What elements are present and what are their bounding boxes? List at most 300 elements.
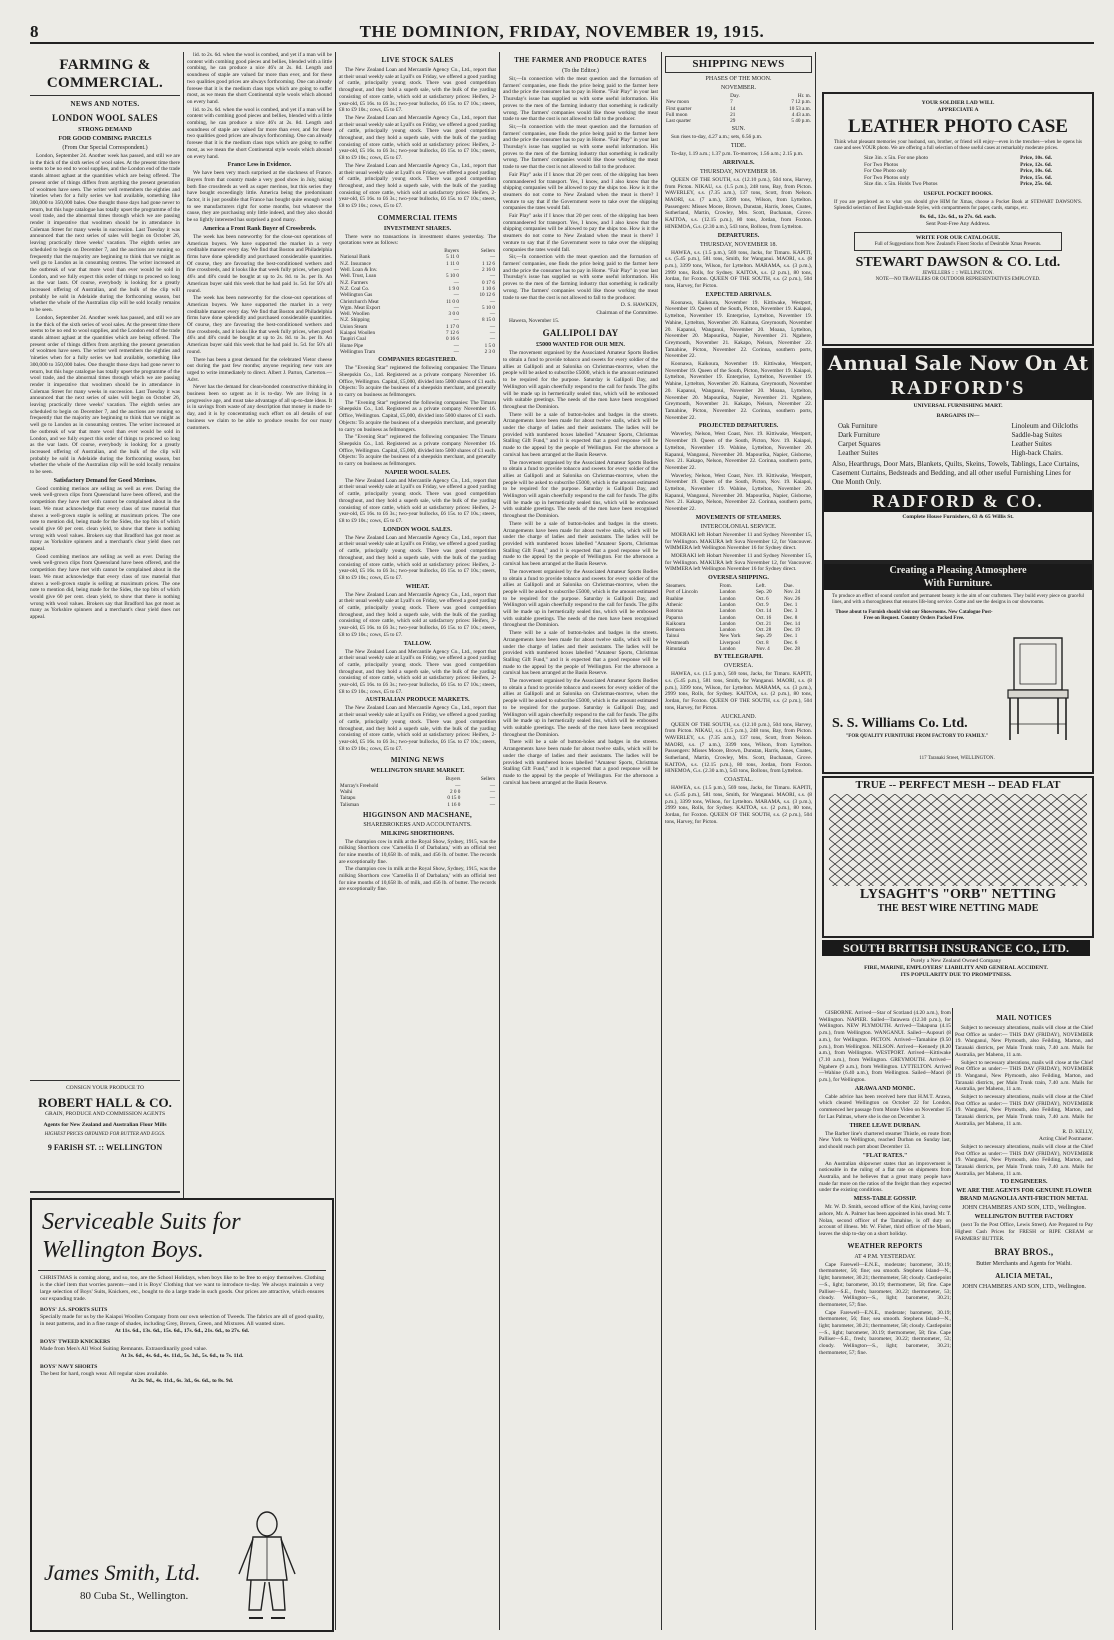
bargains-heading: BARGAINS IN—	[936, 413, 980, 419]
table-cell: Well. Loan & Inv.	[340, 267, 378, 274]
column-rule	[499, 52, 500, 1630]
article-subheading: LONDON WOOL SALES.	[383, 526, 452, 533]
masthead	[30, 22, 1094, 44]
article-body: Mr. W. D. Smith, second officer of the Kini, having come ashore, Mr. A. Palmer has been appointed in his stead. Mr. T. Nolan, second officer of the Tamahine, is off duty on account of illness. Mr. W. Fisher, third officer of the Maori, leaves the ship to-day on a short holiday.	[819, 1204, 951, 1237]
article-subheading: AUSTRALIAN PRODUCE MARKETS.	[365, 697, 470, 704]
article-subheading: America a Front Rank Buyer of Crossbreds.	[202, 225, 317, 232]
article-body: lid. to 2s. 6d. when the wool is combed, and yet if a man will be content with combing good pieces and bellies, blended with a little combing, he can produce a nice 46's at 2s. 8d. Length and soundness of staple are valued far more than ever, and for these two qualities good prices are always forthcoming. One can already foresee that it is the medium class tops which are going to suffer most, as we mean the short Continental style wools which abound on every hand.	[187, 106, 332, 160]
table-cell: —	[453, 292, 459, 299]
article-body: The champion cow in milk at the Royal Show, Sydney, 1915, was the milking Shorthorn cow 'Camellia II of Darbalara,' with an official test for nine months of 10,658 lb. of milk, and 456 lb. of butter. The records are exceptionally fine.	[339, 866, 496, 893]
section-heading: SHIPPING NEWS	[665, 56, 812, 73]
chair-illustration	[1000, 634, 1076, 744]
table-cell: —	[489, 795, 495, 802]
table-cell: Oct. 14	[755, 608, 772, 615]
table-cell: Dec. 1	[783, 601, 798, 608]
section-heading: MAIL NOTICES	[996, 1014, 1052, 1022]
table-cell: —	[489, 273, 495, 280]
article-subheading: TALLOW.	[403, 640, 432, 647]
article-subheading: "FLAT RATES."	[862, 1152, 908, 1159]
table-cell: 1 10 6	[482, 285, 495, 292]
table-header: Buyers	[444, 248, 459, 255]
article-body: An Australian shipowner states that an improvement is noticeable in the ruling of a flat rate on shipments from Australia, and he believes that a great many people have made far more on the ratios of the freight than they expected under the existing conditions.	[819, 1160, 951, 1194]
table-cell: 14	[730, 105, 736, 112]
ad-prices: 8s. 6d., 12s. 6d., to 27s. 6d. each.	[919, 213, 997, 220]
bargain-list	[1012, 422, 1079, 458]
wool-heading: LONDON WOOL SALES	[52, 113, 158, 123]
bargain-item: Carpet Squares	[838, 440, 881, 448]
table-cell: 29	[730, 118, 736, 125]
table-header: Day.	[730, 93, 740, 99]
table-cell: London	[719, 614, 736, 621]
movements-subheading: INTERCOLONIAL SERVICE.	[700, 523, 777, 530]
james-smith-ad	[30, 1198, 334, 1632]
column-farming	[30, 52, 180, 1072]
article-body: The champion cow in milk at the Royal Show, Sydney, 1915, was the milking Shorthorn cow 'Camellia II of Darbalara,' with an official test for nine months of 10,658 lb. of milk, and 456 lb. of butter. The records are exceptionally fine.	[339, 838, 496, 865]
table-cell: Port of Lincoln	[666, 589, 698, 596]
table-cell: Rimutaka	[666, 646, 687, 653]
column-rule	[335, 52, 336, 1630]
article-body: GISBORNE. Arrived—Star of Scotland (4.20 a.m.), from Wellington. NAPIER. Sailed—Tarawera (12.30 p.m.), for Wellington. NEW PLYMOUTH. Arrived—Takapuna (4.15 p.m.), from Wellington. WANGANUI. Sailed—Aupouri (8 a.m.), for Wellington. PICTON. Arrived—Tamahine (9.50 p.m.), from Wellington. NELSON. Arrived—Kennedy (8.20 a.m.), from Wellington. WESTPORT. Arrived—Kittiwake (7.10 a.m.), from Wellington. GREYMOUTH. Arrived—Ngahere (9 a.m.), from Wellington. LYTTELTON. Arrived—Wahine (6.40 a.m.), from Wellington. Sailed—Maori (8 p.m.), for Wellington.	[819, 1010, 951, 1084]
article-body: There will be a sale of button-holes and badges in the streets. Arrangements have been made for about twelve stalls, which will be under the charge of ladies and their assistants. The ladies will be provided with numbered boxes labelled "Amateur Sports, Christmas Stalling Gift Fund," and it is expected that a good response will be made to the appeal by the people of Wellington. For the afternoon a carnival has been arranged at the Basin Reserve.	[503, 630, 658, 677]
ad-firm-line: FIRE, MARINE, EMPLOYERS' LIABILITY AND GENERAL ACCIDENT.	[864, 965, 1048, 971]
movements-body: MOERAKI left Hobart November 11 and Sydney November 15, for Wellington. MAKURA left Suva November 12, for Vancouver. WIMMERA left Wellington November 16 for Sydney direct.	[665, 531, 812, 552]
movements-body: MOERAKI left Hobart November 11 and Sydney November 15, for Wellington. MAKURA left Suva November 12, for Vancouver. WIMMERA left Wellington November 16 for Sydney direct.	[665, 552, 812, 573]
ad-item-prices: At 11s. 6d., 13s. 6d., 15s. 6d., 17s. 6d., 21s. 6d., to 27s. 6d.	[114, 1328, 250, 1334]
firm-heading: HIGGINSON AND MACSHANE,	[363, 810, 472, 819]
table-cell: —	[489, 330, 495, 337]
oversea-table	[665, 583, 812, 652]
bargain-item: High-back Chairs.	[1011, 449, 1063, 457]
ad-body: (next To the Post Office, Lewis Street). Are Prepared to Pay Highest Cash Prices for FRESH or RIPE CREAM or FARMERS' BUTTER.	[955, 1222, 1093, 1242]
table-row	[665, 118, 812, 124]
price-list-item	[864, 168, 1052, 175]
article-subheading: AT 4 P.M. YESTERDAY.	[854, 1253, 916, 1260]
shares-table	[339, 248, 496, 355]
moon-table	[665, 93, 812, 124]
table-cell: —	[489, 254, 495, 261]
article-body: Sir,—In connection with the meat question and the formation of farmers' companies, one finds the price being paid to the farmer here and the price the consumer has to pay in Home. "Fair Play" in your last Thursday's issue has supplied us with some useful information. His proves to the men of the farming industry that something is radically wrong. The farmers' companies would like those working the meat trade to see that the cost is not allowed to fall to the producer.	[503, 254, 658, 301]
ad-firm-name: JOHN CHAMBERS AND SON, LTD., Wellington.	[961, 1205, 1087, 1212]
ad-note: NOTE—NO TRAVELERS OR OUTDOOR REPRESENTATIVES EMPLOYED.	[875, 276, 1041, 282]
table-header: From.	[719, 583, 732, 590]
lysaght-netting-ad	[822, 776, 1094, 938]
price-list-item	[864, 181, 1052, 188]
expected-body: Koonawa, Kaikoura, November 19. Kittiwake, Westport, November 19. Queen of the South, Picton, November 19. Kaiapoi, Lyttelton, November 19. Enterprise, Lyttelton, November 19. Wahine, Lyttelton, November 20. Kaituna, Greymouth, November 20. Kapanui, Wanganui, November 20. Moana, Lyttelton, November 20. Mapourika, Napier, November 21. Ngahere, Greymouth, November 21. Kakapo, Nelson, November 22. Tamahine, Picton, November 22. Corinna, southern ports, November 22.	[665, 361, 812, 421]
table-cell: Dec. 3	[783, 608, 798, 615]
table-cell: Oct. 28	[755, 627, 772, 634]
article-body: London, September 24. Another week has passed, and still we are in the thick of the sixth series of wool sales. At the present time there seems to be no end to wool supplies, and the London end of the trade stands almost aghast at the quantities which are being offered. The present order of things differs from anything the present generation of woolmen have seen. The writer well remembers the eighties and 'nineties when for a fully series we had available, something like 300,000 to 350,000 bales. One thought those days had gone never to return, but this huge catalogue has totally upset the programme of the wool trade, and the abnormal times through which we are passing render it imperative that woolmen should be in attendance in Coleman Street for many weeks in succession. Last Tuesday it was announced that the next series of sales will begin on October 26, leaving practically three weeks' vacation. The eighth series are scheduled to begin on December 7, and the auctions are running so frequently that the majority are beginning to think that we might as well go to London as in consuming centres. The writer increased at the outbreak of war that more wool than ever would be sold in London, and we fully expect this order of things to proceed so long as the war lasts. Of course, everybody is looking for a greatly increased offering of Australian, and the bulk of the clip will probably be sold in Adelaide during the forthcoming season, but whether the whole of the Australian clip will be sold locally remains to be seen.	[30, 153, 180, 314]
ad-item-name: BOYS' J.S. SPORTS SUITS	[40, 1307, 108, 1313]
item-name: For One Photo only	[864, 168, 907, 175]
article-body: We have been very much surprised at the slackness of France. Buyers from that country made a very good show in July, taking both fine crossbreds as well as super merinos, but this series they have bought exceedingly little. America being the predominant factor, it is just possible that France has bought quite enough wool to see manufacturers right for some months, but whatever the cause, they are purchasing only little indeed, and they also should be so lightly interested has surprised a good many.	[187, 170, 332, 224]
article-body: Sir,—In connection with the meat question and the formation of farmers' companies, one finds the price being paid to the farmer here and the price the consumer has to pay in Home. "Fair Play" in your last Thursday's issue has supplied us with some useful information. His proves to the men of the farming industry that something is radically wrong. The farmers' companies would like those working the meat trade to see that the cost is not allowed to fall to the producer.	[503, 76, 658, 123]
section-heading: GALLIPOLI DAY	[542, 328, 619, 339]
table-cell: 1 9 0	[448, 285, 459, 292]
article-body: The New Zealand Loan and Mercantile Agency Co., Ltd., report that at their usual weekly sale at Lyall's on Friday, we offered a good yarding of cattle, principally young stock. There was good competition throughout, and they hold a superb sale, with the bulk of the yarding consisting of store cattle, which sold at satisfactory prices: Heifers, 2-year-old, £5 16s. to £6 3s.; two-year bullocks, £6 15s. to £7 10s.; steers, £8 to £9 10s.; cows, £5 to £7.	[339, 534, 496, 581]
table-cell: 2 3 0	[484, 348, 495, 355]
ad-title: TRUE -- PERFECT MESH -- DEAD FLAT	[855, 779, 1061, 791]
ad-firm-sub: UNIVERSAL FURNISHING MART.	[913, 403, 1003, 409]
column-shipping-continued	[819, 1010, 951, 1630]
signature-place: Hawera, November 15.	[509, 317, 560, 324]
table-cell: London	[719, 620, 736, 627]
table-cell: Wgtn. Meat Export	[340, 304, 381, 311]
table-cell: 5 11 0	[446, 254, 459, 261]
item-price: Price, 12s. 6d.	[1020, 161, 1052, 168]
table-cell: —	[489, 311, 495, 318]
page-number: 8	[30, 22, 40, 41]
table-cell: 1 11 0	[446, 260, 459, 267]
moon-heading: PHASES OF THE MOON.	[705, 76, 772, 82]
table-cell: 5 10 0	[445, 273, 459, 280]
table-header: Sellers	[480, 776, 495, 783]
article-body: The New Zealand Loan and Mercantile Agency Co., Ltd., report that at their usual weekly sale at Lyall's on Friday, we offered a good yarding of cattle, principally young stock. There was good competition throughout, and they hold a superb sale, with the bulk of the yarding consisting of store cattle, which sold at satisfactory prices: Heifers, 2-year-old, £5 16s. to £6 3s.; two-year bullocks, £6 15s. to £7 10s.; steers, £8 to £9 10s.; cows, £5 to £7.	[339, 705, 496, 752]
ad-item-desc: The best for hard, rough wear. All regular sizes available.	[40, 1371, 169, 1377]
ad-title: Wellington Boys.	[42, 1237, 204, 1263]
bargain-item: Oak Furniture	[838, 422, 878, 430]
ad-item-prices: At 2s. 9d., 4s. 11d., 6s. 3d., 6s. 6d., to 8s. 9d.	[130, 1378, 234, 1384]
table-cell: —	[489, 298, 495, 305]
table-cell: Oct. 6	[755, 595, 769, 602]
ad-item-desc: Specially made for us by the Kaiapoi Woollen Company from our own selection of Tweeds. The fabrics are all of good quality, in neat patterns, and in a fine range of shades, including Grey, Brown, Green, and Mixtures. All wanted sizes.	[40, 1314, 324, 1327]
article-subheading: COMPANIES REGISTERED.	[378, 357, 457, 364]
table-cell: 4 43 a.m.	[791, 111, 811, 118]
table-cell: 5 40 p.m.	[791, 118, 811, 125]
expected-heading: EXPECTED ARRIVALS.	[705, 291, 772, 298]
ad-item-name: BOYS' TWEED KNICKERS	[40, 1339, 111, 1345]
wool-subheading: FOR GOOD COMBING PARCELS	[58, 136, 152, 142]
table-cell: London	[719, 595, 736, 602]
article-body: The week has been noteworthy for the close-out operations of American buyers. We have supported the market in a very creditable manner every day. We find that Boston and Philadelphia firms have done splendidly and purchased considerable quantities. Of course, they are favouring the best-conditioned wethers and fine crossbreds, and it looks like that week fully prices, when good 46's and 48's could be bought at up to 2s. 8d. to 3s. per lb. An American buyer said this week that he had paid 1s. 5d. for 50's all round.	[187, 233, 332, 294]
table-cell: —	[489, 801, 495, 808]
table-cell: Taitapu	[340, 795, 356, 802]
table-cell: —	[489, 788, 495, 795]
table-cell: 10 12 6	[479, 292, 495, 299]
article-body: The New Zealand Loan and Mercantile Agency Co., Ltd., report that at their usual weekly sale at Lyall's on Friday, we offered a good yarding of cattle, principally young stock. There was good competition throughout, and they hold a superb sale, with the bulk of the yarding consisting of store cattle, which sold at satisfactory prices: Heifers, 2-year-old, £5 16s. to £6 3s.; two-year bullocks, £6 15s. to £7 10s.; steers, £8 to £9 10s.; cows, £5 to £7.	[339, 648, 496, 695]
article-body: The movement organised by the Associated Amateur Sports Bodies to obtain a fund to provide tobacco and sweets for every soldier of the allies at Gallipoli and at Salonika on Christmas-morrow, when the people will be asked to subscribe £5000, which is the amount estimated to be required for the purpose. Saturday is Gallipoli Day, and Wellington will again cheerfully respond to the call for funds. The gifts will be made up in hermetically sealed tins, which will be embossed with suitable greetings. The needs of the men have been recognised throughout the Dominion.	[503, 350, 658, 410]
article-body: There has been a great demand for the celebrated Vietor cheese out during the past few months; anyone requiring new vats are urged to write immediately to direct. Albert J. Parton, Carterton.—Advt.	[187, 356, 332, 383]
arrivals-body: HAWEA, s.s. (1.5 p.m.), 569 tons, Jacks, for Timaru. KAPITI, s.s. (5.45 p.m.), 581 tons, Smith, for Wanganui. MAORI, s.s. (8 p.m.), 3399 tons, Wilson, for Lyttelton. MARAMA, s.s. (3 p.m.), 2999 tons, Rolls, for Sydney. KAITOA, s.s. (2 p.m.), 80 tons, Jordan, for Foxton. QUEEN OF THE SOUTH, s.s. (2 p.m.), 504 tons, Harvey, for Picton.	[665, 785, 812, 825]
table-cell: Liverpool	[719, 639, 740, 646]
article-subheading: WHEAT.	[405, 583, 430, 590]
ad-body: Think what pleasant memories your husband, son, brother, or friend will enjoy—even in the trenches—when he opens his case and sees YOUR photo. We are offering a full selection of these useful cases at remarkably moderate prices.	[834, 140, 1082, 151]
ad-firm-name: ALICIA METAL,	[995, 1271, 1053, 1280]
article-subheading: THREE LEAVE DURBAN.	[849, 1122, 921, 1129]
table-cell: First quarter	[666, 105, 692, 112]
newspaper-title: THE DOMINION, FRIDAY, NOVEMBER 19, 1915.	[359, 22, 765, 41]
section-heading: MINING NEWS	[390, 756, 445, 765]
bargain-item: Linoleum and Oilcloths	[1011, 422, 1078, 430]
ad-item-desc: Made from Men's All Wool Suiting Remnants. Extraordinarily good value.	[40, 1346, 208, 1352]
table-cell: London	[719, 589, 736, 596]
credit-line: (From Our Special Correspondent.)	[62, 145, 148, 151]
article-subheading: MESS-TABLE GOSSIP.	[853, 1196, 917, 1203]
bargain-item: Dark Furniture	[838, 431, 880, 439]
section-title: FARMING & COMMERCIAL.	[46, 57, 164, 91]
table-cell: Tainui	[666, 633, 680, 640]
table-cell: Wellington Tram	[340, 348, 376, 355]
table-cell: Kaikoura	[666, 620, 686, 627]
expected-body: Koonawa, Kaikoura, November 19. Kittiwake, Westport, November 19. Queen of the South, Picton, November 19. Kaiapoi, Lyttelton, November 19. Enterprise, Lyttelton, November 19. Wahine, Lyttelton, November 20. Kaituna, Greymouth, November 20. Kapanui, Wanganui, November 20. Moana, Lyttelton, November 20. Mapourika, Napier, November 21. Ngahere, Greymouth, November 21. Kakapo, Nelson, November 22. Tamahine, Picton, November 22. Corinna, southern ports, November 22.	[665, 299, 812, 360]
table-cell: Dec. 6	[783, 639, 798, 646]
article-body: London, September 24. Another week has passed, and still we are in the thick of the sixth series of wool sales. At the present time there seems to be no end to wool supplies, and the London end of the trade stands almost aghast at the quantities which are being offered. The present order of things differs from anything the present generation of woolmen have seen. The writer well remembers the eighties and 'nineties when for a fully series we had available, something like 300,000 to 350,000 bales. One thought those days had gone never to return, but this huge catalogue has totally upset the programme of the wool trade, and the abnormal times through which we are passing render it imperative that woolmen should be in attendance in Coleman Street for many weeks in succession. Last Tuesday it was announced that the next series of sales will begin on October 26, leaving practically three weeks' vacation. The eighth series are scheduled to begin on December 7, and the auctions are running so frequently that the majority are beginning to think that we might as well go to London as in consuming centres. The writer increased at the outbreak of war that more wool than ever would be sold in London, and we fully expect this order of things to proceed so long as the war lasts. Of course, everybody is looking for a greatly increased offering of Australian, and the bulk of the clip will probably be sold in Adelaide during the forthcoming season, but whether the whole of the Australian clip will be sold locally remains to be seen.	[30, 314, 180, 476]
table-cell: Oct. 9	[755, 601, 769, 608]
news-heading: NEWS AND NOTES.	[70, 100, 140, 108]
coastal-heading: COASTAL.	[724, 777, 753, 784]
table-cell: —	[489, 782, 495, 789]
ad-firm-name: STEWART DAWSON & CO. Ltd.	[855, 254, 1061, 270]
table-cell: Ruahine	[666, 595, 684, 602]
item-name: For Two Photos only	[864, 174, 910, 181]
table-cell: Oct. 8	[755, 639, 769, 646]
table-cell: London	[719, 601, 736, 608]
ad-firm-address: Complete House Furnishers, 63 & 65 Willis St.	[902, 514, 1014, 520]
ad-title: With Furniture.	[824, 577, 1092, 590]
table-cell: Sep. 29	[755, 633, 772, 640]
column-shipping	[665, 52, 812, 1622]
table-cell: 2 16 0	[482, 267, 495, 274]
article-body: Subject to necessary alterations, mails will close at the Chief Post Office as under:— THIS DAY (FRIDAY), NOVEMBER 19. Wanganui, New Plymouth, also Feilding, Marton, and Taranaki districts, per Main Trunk train, 7.40 a.m. Mails for Australia, per Maheno, 11 a.m.	[955, 1143, 1093, 1177]
article-body: The week has been noteworthy for the close-out operations of American buyers. We have supported the market in a very creditable manner every day. We find that Boston and Philadelphia firms have done splendidly and purchased considerable quantities. Of course, they are favouring the best-conditioned wethers and fine crossbreds, and it looks like that week fully prices, when good 46's and 48's could be bought at up to 2s. 8d. to 3s. per lb. An American buyer said this week that he had paid 1s. 5d. for 50's all round.	[187, 295, 332, 355]
table-cell: Wellington Gas	[340, 292, 373, 299]
radford-ad	[822, 348, 1094, 562]
signature: D. S. HAWKEN,	[620, 302, 658, 309]
ad-tagline: THE BEST WIRE NETTING MADE	[877, 903, 1039, 914]
mines-table	[339, 776, 496, 807]
article-body: The New Zealand Loan and Mercantile Agency Co., Ltd., report that at their usual weekly sale at Lyall's on Friday, we offered a good yarding of cattle, principally young stock. There was good competition throughout, and they hold a superb sale, with the bulk of the yarding consisting of store cattle, which sold at satisfactory prices: Heifers, 2-year-old, £5 16s. to £6 3s.; two-year bullocks, £6 15s. to £7 10s.; steers, £8 to £9 10s.; cows, £5 to £7.	[339, 591, 496, 638]
ad-firm-sub: JEWELLERS :: :: WELLINGTON.	[922, 270, 994, 276]
table-header: Steamers.	[666, 583, 687, 590]
table-cell: Rotorua	[666, 608, 683, 615]
article-body: The movement organised by the Associated Amateur Sports Bodies to obtain a fund to provide tobacco and sweets for every soldier of the allies at Gallipoli and at Salonika on Christmas-morrow, when the people will be asked to subscribe £5000, which is the amount estimated to be required for the purpose. Saturday is Gallipoli Day, and Wellington will again cheerfully respond to the call for funds. The gifts will be made up in hermetically sealed tins, which will be embossed with suitable greetings. The needs of the men have been recognised throughout the Dominion.	[503, 678, 658, 738]
sun-heading: SUN.	[731, 126, 746, 133]
item-price: Price, 15s. 6d.	[1020, 174, 1052, 181]
arrivals-body: QUEEN OF THE SOUTH, s.s. (12.10 p.m.), 504 tons, Harvey, from Picton. NIKAU, s.s. (1.5 p.m.), 248 tons, Bay, from Picton. WAVERLEY, s.s. (7.35 a.m.), 137 tons, Scott, from Nelson. MAORI, s.s. (7 a.m.), 3399 tons, Wilson, from Lyttelton. Passengers: Misses Moore, Brown, Dunstan, Harris, Jones, Coates, Sutherland, Martin, Crowley, Mrs. Scott, Buchanan, Grove. KAITOA, s.s. (12.15 p.m.), 80 tons, Jordan, from Foxton. HINEMOA, G.s. (2.30 a.m.), 543 tons, Bollons, from Lyttelton.	[665, 721, 812, 775]
article-body: The Barber line's chartered steamer Thistle, en route from New York to Wellington, reached Durban on Sunday last, and should reach port about December 13.	[819, 1130, 951, 1150]
article-body: Fair Play" asks if I know that 20 per cent. of the shipping has been commandeered for transport. Yes, I know, and I also know that the shipping companies will be allowed to pay the ships too. How is it the steamers do not come to New Zealand when the meat is there? I venture to say that if the Government were to take over the shipping companies the rates would fall.	[503, 171, 658, 212]
article-body: The "Evening Star" registered the following companies: The Timaru Sheepskin Co., Ltd. Registered as a private company November 16. Office, Wellington. Capital, £5,000, divided into 5000 shares of £1 each. Objects: To acquire the business of a sheepskin merchant, and generally to carry on business as fellmongers.	[339, 434, 496, 468]
table-cell: National Bank	[340, 254, 371, 261]
ad-body: If you are perplexed as to what you should give HIM for Xmas, choose a Pocket Book at STEWART DAWSON'S. Splendid selection of Best English-made Styles, with compartments for paper, cards, stamps, etc.	[834, 199, 1082, 211]
ad-heading: WELLINGTON BUTTER FACTORY	[974, 1214, 1074, 1221]
table-cell: 7	[730, 99, 733, 106]
item-name: Size 4in. x 5in. Holds Two Photos	[864, 181, 938, 188]
table-cell: 1 12 6	[482, 260, 495, 267]
table-cell: —	[489, 323, 495, 330]
article-body: The "Evening Star" registered the following companies: The Timaru Sheepskin Co., Ltd. Registered as a private company November 16. Office, Wellington. Capital, £5,000, divided into 5000 shares of £1 each. Objects: To acquire the business of a sheepskin merchant, and generally to carry on business as fellmongers.	[339, 399, 496, 433]
article-body: There will be a sale of button-holes and badges in the streets. Arrangements have been made for about twelve stalls, which will be under the charge of ladies and their assistants. The ladies will be provided with numbered boxes labelled "Amateur Sports, Christmas Stalling Gift Fund," and it is expected that a good response will be made to the appeal by the people of Wellington. For the afternoon a carnival has been arranged at the Basin Reserve.	[503, 739, 658, 786]
catalogue-sub: Full of Suggestions from New Zealand's Finest Stocks of Desirable Xmas Presents.	[874, 241, 1042, 247]
ad-subheading: USEFUL POCKET BOOKS.	[923, 190, 993, 197]
sun-line: Sun rises to-day, 4.27 a.m.; sets, 6.56 p.m.	[671, 134, 763, 141]
table-cell: Dec. 1	[783, 633, 798, 640]
article-subheading: WELLINGTON SHARE MARKET.	[370, 768, 465, 775]
firm-sub: GRAIN, PRODUCE AND COMMISSION AGENTS	[44, 1111, 166, 1117]
table-cell: 11 0 0	[446, 298, 459, 305]
table-cell: N.Z. Insurance	[340, 260, 371, 267]
article-body: Subject to necessary alterations, mails will close at the Chief Post Office as under:— THIS DAY (FRIDAY), NOVEMBER 19. Wanganui, New Plymouth, also Feilding, Marton, and Taranaki districts, per Main Trunk train, 7.40 a.m. Mails for Australia, per Maheno, 11 a.m.	[955, 1094, 1093, 1127]
article-body: Cable advice has been received here that H.M.T. Arawa, which cleared Wellington on October 22 for London, commenced her passage from Monte Video on November 15 for Las Palmas, where she is due on December 3.	[819, 1093, 951, 1120]
article-body: The New Zealand Loan and Mercantile Agency Co., Ltd., report that at their usual weekly sale at Lyall's on Friday, we offered a good yarding of cattle, principally young stock. There was good competition throughout, and they hold a superb sale, with the bulk of the yarding consisting of store cattle, which sold at satisfactory prices: Heifers, 2-year-old, £5 16s. to £6 3s.; two-year bullocks, £6 15s. to £7 10s.; steers, £8 to £9 10s.; cows, £5 to £7.	[339, 114, 496, 162]
table-cell: Sep. 20	[755, 589, 772, 596]
column-rule	[952, 1008, 953, 1630]
arrivals-heading: ARRIVALS.	[722, 159, 755, 166]
article-subheading: £5000 WANTED FOR OUR MEN.	[536, 342, 625, 349]
table-cell: Union Steam	[340, 323, 368, 330]
article-body: There will be a sale of button-holes and badges in the streets. Arrangements have been made for about twelve stalls, which will be under the charge of ladies and their assistants. The ladies will be provided with numbered boxes labelled "Amateur Sports, Christmas Stalling Gift Fund," and it is expected that a good response will be made to the appeal by the people of Wellington. For the afternoon a carnival has been arranged at the Basin Reserve.	[503, 520, 658, 568]
table-cell: New York	[719, 633, 741, 640]
table-cell: 2 0 0	[449, 788, 461, 795]
ad-heading: YOUR SOLDIER LAD WILL	[921, 100, 995, 106]
section-heading: THE FARMER AND PRODUCE RATES	[514, 56, 647, 64]
ad-title: LEATHER PHOTO CASE	[848, 116, 1068, 137]
price-list-item	[864, 162, 1052, 169]
ad-heading: TO ENGINEERS.	[1000, 1179, 1048, 1186]
firm-sub: SHAREBROKERS AND ACCOUNTANTS.	[363, 821, 472, 828]
boy-illustration	[217, 1510, 317, 1628]
table-cell: Dec. 8	[783, 614, 798, 621]
ad-firm-address: 80 Cuba St., Wellington.	[80, 1590, 189, 1602]
telegraph-sub: OVERSEA.	[723, 663, 754, 670]
table-cell: Murray's Freehold	[340, 782, 379, 789]
ad-firm-name: BRAY BROS.,	[994, 1246, 1054, 1257]
item-name: For Two Photos	[864, 161, 899, 168]
table-header: Left.	[755, 583, 766, 590]
williams-furniture-ad	[822, 562, 1094, 774]
table-cell: 0 15 0	[447, 795, 461, 802]
tide-line: To-day, 1.19 a.m.; 1.37 p.m. To-morrow, 1.56 a.m.; 2.15 p.m.	[671, 151, 804, 158]
departures-heading: DEPARTURES.	[717, 232, 760, 239]
article-body: Subject to necessary alterations, mails will close at the Chief Post Office as under:— THIS DAY (FRIDAY), NOVEMBER 19. Wanganui, New Plymouth, also Feilding, Marton, and Taranaki districts, per Main Trunk train, 7.40 a.m. Mails for Australia, per Maheno, 11 a.m.	[955, 1025, 1093, 1058]
table-cell: 3 0 0	[448, 311, 459, 318]
ad-item-name: BOYS' NAVY SHORTS	[40, 1364, 98, 1370]
editor-line: (To the Editor.)	[562, 68, 599, 74]
wire-netting-illustration	[829, 794, 1087, 886]
column-rule	[661, 52, 662, 1630]
article-subheading: France Less in Evidence.	[227, 162, 292, 169]
table-cell: Last quarter	[666, 118, 691, 125]
table-cell: —	[453, 267, 459, 274]
article-body: Cape Farewell—E.N.E., moderate; barometer, 30.19; thermometer, 56; fine; sea smooth. Stephens Island—N., light; barometer, 30.21; thermometer, 58; cloudy. Castlepoint—S., light; barometer, 30.19; thermometer, 58; fine. Cape Palliser—S.E., fresh; barometer, 30.22; thermometer, 53; cloudy. Wellington—S., light; barometer, 30.21; thermometer, 57; fine.	[819, 1309, 951, 1356]
section-heading: COMMERCIAL ITEMS	[377, 213, 458, 222]
article-body: Sir,—In connection with the meat question and the formation of farmers' companies, one finds the price being paid to the farmer here and the price the consumer has to pay in Home. "Fair Play" in your last Thursday's issue has supplied us with some useful information. His proves to the men of the farming industry that something is radically wrong. The farmers' companies would like those working the meat trade to see that the cost is not allowed to fall to the producer.	[503, 123, 658, 171]
ad-title: Serviceable Suits for	[42, 1209, 241, 1235]
ad-firm-name: S. S. Williams Co. Ltd.	[832, 716, 968, 731]
table-cell: Taupiri Coal	[340, 336, 366, 343]
ad-body: To produce an effect of sound comfort and permanent beauty is the aim of our craftsmen. They build every piece on graceful lines, and with a thoroughness that ensures life-long service. Come and see the designs in our showrooms.	[832, 594, 1084, 605]
table-cell: N.Z. Farmers	[340, 279, 368, 286]
table-header: Sellers	[480, 248, 495, 255]
ad-cta: Those about to Furnish should visit our Showrooms. New Catalogue Post-Free on Request. Country Orders Packed Free.	[835, 610, 993, 621]
section-heading: WEATHER REPORTS	[847, 1241, 923, 1250]
table-cell: Christchurch Meat	[340, 298, 379, 305]
tide-heading: TIDE.	[730, 143, 747, 150]
table-cell: Full moon	[666, 111, 688, 118]
catalogue-heading: WRITE FOR OUR CATALOGUE.	[915, 234, 1001, 241]
article-body: Good combing merinos are selling as well as ever. During the week well-grown clips from Queensland have been offered, and the competition they have met with cannot be complained about in the least. We must acknowledge that every class of raw material that shows a well-grown staple is selling at maximum prices. The one note to mention did, being made for the Sides, the top bits of which would give 60 per cent. clean yield, to show that there is nothing wrong with wool values. Brokers say that Bradford has got most as many as Yorkshire spinners and a merchant's clear yield does not appeal.	[30, 485, 180, 553]
article-subheading: Satisfactory Demand for Good Merinos.	[53, 477, 157, 484]
article-body: The New Zealand Loan and Mercantile Agency Co., Ltd., report that at their usual weekly sale at Lyall's on Friday, we offered a good yarding of cattle, principally young stock. There was good competition throughout, and they hold a superb sale, with the bulk of the yarding consisting of store cattle, which sold at satisfactory prices: Heifers, 2-year-old, £5 16s. to £6 3s.; two-year bullocks, £6 15s. to £7 10s.; steers, £8 to £9 10s.; cows, £5 to £7.	[339, 477, 496, 524]
table-cell: —	[453, 317, 459, 324]
departures-date: THURSDAY, NOVEMBER 18.	[699, 241, 777, 248]
section-heading: LIVE STOCK SALES	[381, 56, 454, 64]
table-cell: 7 12 6	[445, 330, 459, 337]
item-price: Price, 10s. 6d.	[1020, 155, 1052, 161]
bargain-item: Saddle-bag Suites	[1011, 431, 1062, 439]
table-cell: —	[455, 782, 461, 789]
table-cell: 1 16 0	[447, 801, 461, 808]
arrivals-body: QUEEN OF THE SOUTH, s.s. (12.10 p.m.), 504 tons, Harvey, from Picton. NIKAU, s.s. (1.5 p.m.), 248 tons, Bay, from Picton. WAVERLEY, s.s. (7.35 a.m.), 137 tons, Scott, from Nelson. MAORI, s.s. (7 a.m.), 3399 tons, Wilson, from Lyttelton. Passengers: Misses Moore, Brown, Dunstan, Harris, Jones, Coates, Sutherland, Martin, Crowley, Mrs. Scott, Buchanan, Grove. KAITOA, s.s. (12.15 p.m.), 80 tons, Jordan, from Foxton. HINEMOA, G.s. (2.30 a.m.), 543 tons, Bollons, from Lyttelton.	[665, 176, 812, 230]
table-cell: Nov. 26	[783, 595, 801, 602]
item-price: Price, 25s. 6d.	[1020, 181, 1052, 188]
ad-firm-logo: RADFORD'S	[824, 376, 1092, 400]
article-body: Never has the demand for clean-bonded constructive thinking in business been so urgent as it is to-day. We are living in a progressive age, and must take advantage of all up-to-date ideas. It is in savings from waste of any description that money is made to-day, and it is by concentrating such effort on all details of our business we claim to be able to produce results for our many customers.	[187, 384, 332, 431]
ad-text: CONSIGN YOUR PRODUCE TO	[65, 1085, 145, 1091]
bargain-item: Leather Suites	[1011, 440, 1052, 448]
price-list-item	[864, 175, 1052, 182]
article-subheading: NAPIER WOOL SALES.	[384, 469, 451, 476]
oversea-heading: OVERSEA SHIPPING.	[708, 575, 769, 582]
table-cell: Dec. 28	[783, 646, 800, 653]
table-cell: New moon	[666, 99, 689, 106]
table-header: Hr. m.	[797, 93, 811, 99]
table-cell: N.Z. Coal Co.	[340, 285, 370, 292]
ad-intro: CHRISTMAS is coming along, and so, too, are the School Holidays, when boys like to be free to enjoy themselves. Clothing is the chief item that worries parents—and it is Boys' Clothing that we want to introduce to-day. We always maintain a very large selection of Boys' Suits, Knickers, etc., bought to do a large trade in such goods. Our prices are attractive, which ensures our expanding trade.	[40, 1275, 324, 1302]
auckland-heading: AUCKLAND.	[720, 713, 757, 720]
article-body: Subject to necessary alterations, mails will close at the Chief Post Office as under:— THIS DAY (FRIDAY), NOVEMBER 19. Wanganui, New Plymouth, also Feilding, Marton, and Taranaki districts, per Main Trunk train, 7.40 a.m. Mails for Australia, per Maheno, 11 a.m.	[955, 1059, 1093, 1093]
table-cell: Kaiapoi Woollen	[340, 330, 376, 337]
table-row	[339, 802, 496, 808]
table-cell: Oct. 21	[755, 620, 772, 627]
table-cell: Well. Woollen	[340, 311, 370, 318]
arrivals-body: HAWEA, s.s. (1.5 p.m.), 569 tons, Jacks, for Timaru. KAPITI, s.s. (5.45 p.m.), 581 tons, Smith, for Wanganui. MAORI, s.s. (8 p.m.), 3399 tons, Wilson, for Lyttelton. MARAMA, s.s. (3 p.m.), 2999 tons, Rolls, for Sydney. KAITOA, s.s. (2 p.m.), 80 tons, Jordan, for Foxton. QUEEN OF THE SOUTH, s.s. (2 p.m.), 504 tons, Harvey, for Picton.	[665, 671, 812, 711]
table-cell: 5 10 0	[482, 304, 495, 311]
table-row	[339, 349, 496, 355]
ad-title: Annual Sale Now On At	[824, 350, 1092, 376]
table-cell: Paparoa	[666, 614, 683, 621]
item-name: Size 3in. x 5in. For one photo	[864, 155, 929, 161]
table-cell: 8 15 0	[482, 317, 495, 324]
ad-post: Sent Post-Free Any Address.	[925, 220, 991, 227]
table-cell: 21	[730, 111, 736, 118]
column-wool-notes	[187, 52, 332, 1072]
movements-heading: MOVEMENTS OF STEAMERS.	[695, 514, 782, 521]
table-cell: Nov. 4	[755, 646, 770, 653]
ad-firm-name: RADFORD & CO.	[824, 490, 1092, 512]
column-rule	[815, 52, 816, 1630]
signature: R. D. KELLY,	[1062, 1128, 1093, 1135]
prices-line: HIGHEST PRICES OBTAINED FOR BUTTER AND EGGS.	[44, 1132, 166, 1137]
table-cell: 7 12 p.m.	[791, 99, 811, 106]
table-cell: 0 17 6	[482, 279, 495, 286]
bargain-list	[838, 422, 881, 458]
price-list-item	[864, 155, 1052, 162]
table-header: Buyers	[445, 776, 461, 783]
table-cell: Talisman	[340, 801, 359, 808]
ad-price-list	[864, 155, 1052, 188]
wool-subheading: STRONG DEMAND	[78, 127, 132, 133]
table-cell: Athenic	[666, 601, 683, 608]
ad-title: Creating a Pleasing Atmosphere	[824, 564, 1092, 577]
firm-name: ROBERT HALL & CO.	[38, 1095, 172, 1110]
projected-body: Waverley, Nelson, West Coast, Nov. 19. Kittiwake, Westport, November 19. Queen of the South, Picton, Nov. 19. Kaiapoi, Lyttelton, November 19. Wahine, Lyttelton, November 20. Kapanui, Wanganui, November 20. Mapourika, Napier, Gisborne, Nov. 21. Kakapo, Nelson, November 22. Corinna, southern ports, November 22.	[665, 431, 812, 471]
firm-address: 9 FARISH ST. :: WELLINGTON	[47, 1143, 163, 1152]
ad-tagline: ITS POPULARITY DUE TO PROMPTNESS.	[900, 972, 1012, 978]
table-cell: 1 17 0	[445, 323, 459, 330]
ad-heading: APPRECIATE A	[937, 107, 979, 113]
agents-line: Agents for New Zealand and Australian Flour Mills	[43, 1122, 167, 1128]
article-body: The movement organised by the Associated Amateur Sports Bodies to obtain a fund to provide tobacco and sweets for every soldier of the allies at Gallipoli and at Salonika on Christmas-morrow, when the people will be asked to subscribe £5000, which is the amount estimated to be required for the purpose. Saturday is Gallipoli Day, and Wellington will again cheerfully respond to the call for funds. The gifts will be made up in hermetically sealed tins, which will be embossed with suitable greetings. The needs of the men have been recognised throughout the Dominion.	[503, 459, 658, 520]
